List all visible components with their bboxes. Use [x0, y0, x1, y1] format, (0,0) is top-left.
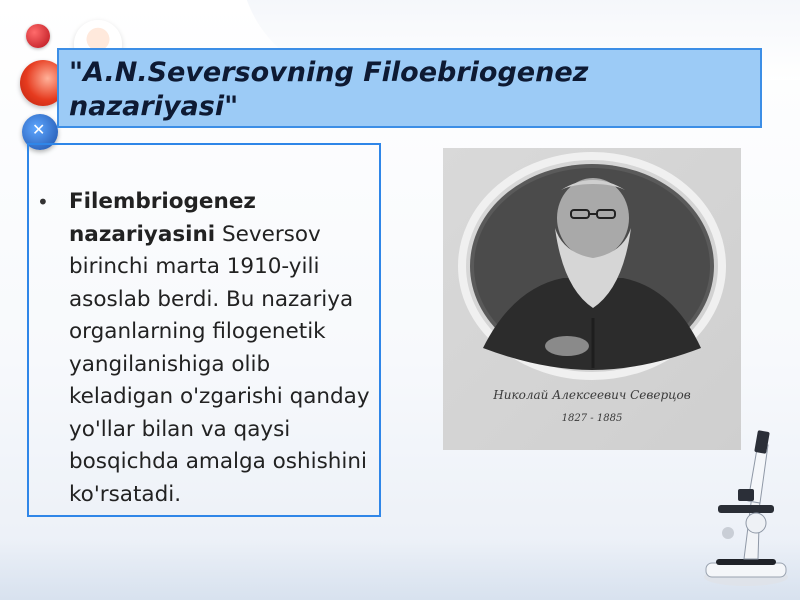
- dice-icon: [26, 24, 50, 48]
- body-text: [69, 186, 381, 511]
- portrait-caption-years: 1827 - 1885: [561, 413, 623, 424]
- portrait-image: [443, 148, 741, 450]
- portrait-caption-name: Николай Алексеевич Северцов: [493, 388, 691, 402]
- slide-title: "A.N.Seversovning Filoebriogenez nazariyasi": [69, 57, 589, 122]
- background-band: [0, 540, 800, 600]
- body-rest: Seversov birinchi marta 1910-yili asoslab berdi. Bu nazariya organlarning filogenetik yangilanishiga olib keladigan o'zgarishi qanday yo'llar bilan va qaysi bosqichda amalga oshishini ko'rsatadi.: [69, 221, 370, 507]
- title-bar: [57, 48, 762, 128]
- bullet-icon: •: [37, 190, 49, 214]
- microscope-icon: [700, 425, 792, 594]
- body-bold: Filembriogenez nazariyasini: [69, 189, 256, 247]
